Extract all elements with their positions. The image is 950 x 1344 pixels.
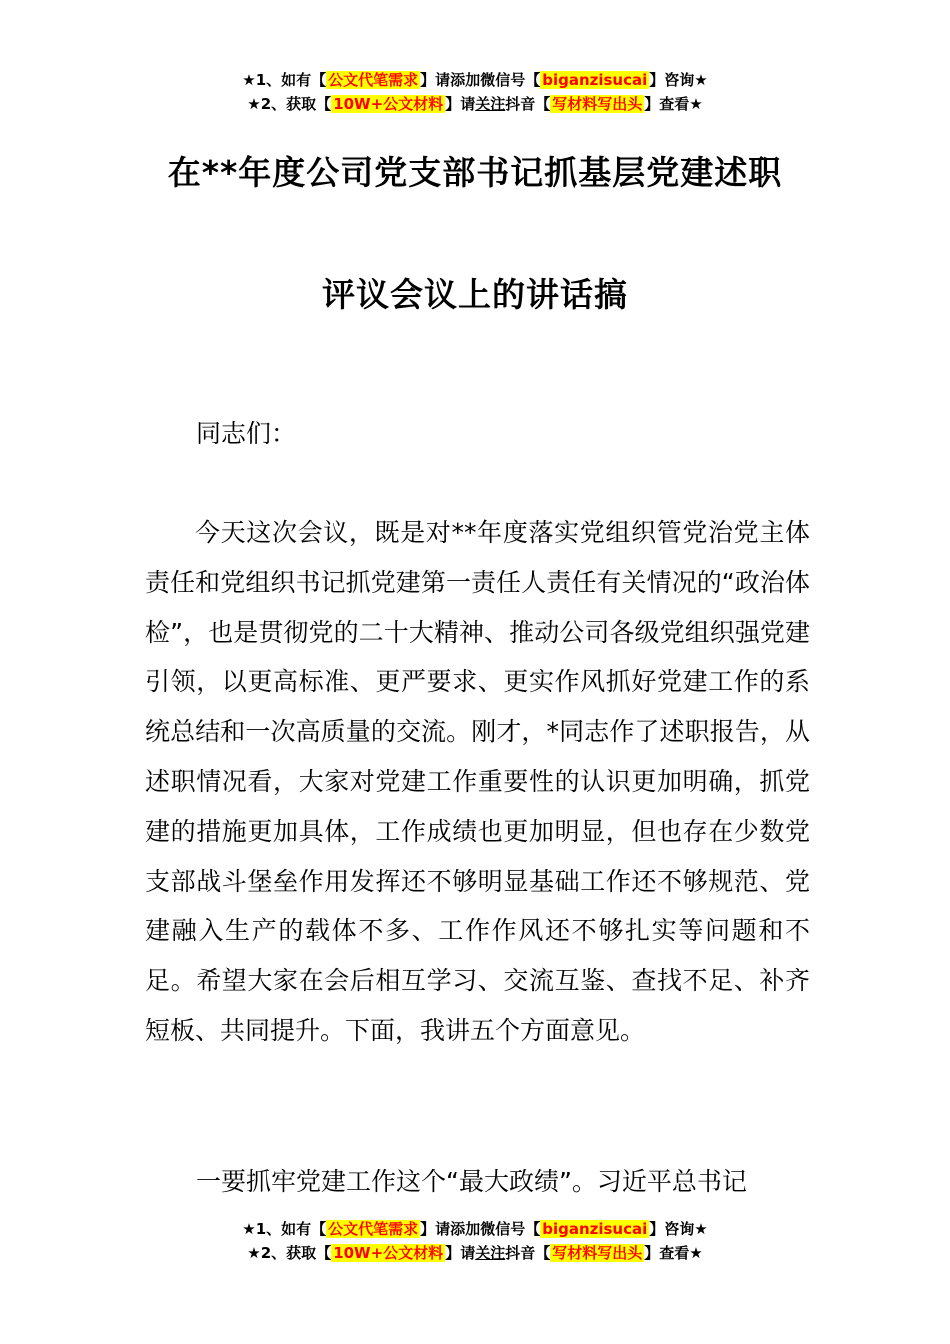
promo-highlight-douyin: 写材料写出头 xyxy=(552,95,643,113)
promo-highlight-materials: 10W+公文材料 xyxy=(333,95,444,113)
promo-highlight-materials: 10W+公文材料 xyxy=(333,1244,444,1262)
body-paragraph-1: 今天这次会议，既是对**年度落实党组织管党治党主体责任和党组织书记抓党建第一责任人责任有关情况的“政治体检”，也是贯彻党的二十大精神、推动公司各级党组织强党建引领，以更高标准、更严要求、更实作风抓好党建工作的系统总结和一次高质量的交流。刚才，*同志作了述职报告，从述职情况看，大家对党建工作重要性的认识更加明确，抓党建的措施更加具体，工作成绩也更加明显，但也存在少数党支部战斗堡垒作用发挥还不够明显基础工作还不够规范、党建融入生产的载体不多、工作作风还不够扎实等问题和不足。希望大家在会后相互学习、交流互鉴、查找不足、补齐短板、共同提升。下面，我讲五个方面意见。 xyxy=(145,518,810,1045)
promo-text: 】请添 xyxy=(420,1220,466,1238)
promo-text: ★2、获取【 xyxy=(247,95,332,113)
promo-text: 】请 xyxy=(445,1244,476,1262)
footer-promo-line-1 xyxy=(0,1217,950,1241)
promo-text: ★1、如有【 xyxy=(242,1220,327,1238)
promo-text: 】查看★ xyxy=(644,1244,703,1262)
promo-text: 抖音【 xyxy=(505,95,551,113)
footer-promo xyxy=(0,1217,950,1265)
promo-text-underlined: 关注 xyxy=(475,95,506,113)
promo-highlight-service: 公文代笔需求 xyxy=(328,71,419,89)
promo-text: 微信号【 xyxy=(480,1220,541,1238)
promo-text: 】查看★ xyxy=(644,95,703,113)
promo-text: 抖音【 xyxy=(505,1244,551,1262)
promo-highlight-wechat-id: biganzisucai xyxy=(542,71,648,89)
header-promo-line-2 xyxy=(0,92,950,116)
document-title-line-2: 评议会议上的讲话搞 xyxy=(322,275,628,314)
footer-promo-line-2 xyxy=(0,1241,950,1265)
body-paragraph-2: 一要抓牢党建工作这个“最大政绩”。习近平总书记 xyxy=(196,1167,747,1196)
document-title-line-1: 在**年度公司党支部书记抓基层党建述职 xyxy=(167,153,783,192)
promo-text: ★1、如有【 xyxy=(242,71,327,89)
salutation: 同志们： xyxy=(196,419,297,448)
promo-text-emphasis: 加 xyxy=(465,1220,481,1238)
promo-text: ★2、获取【 xyxy=(247,1244,332,1262)
promo-highlight-douyin: 写材料写出头 xyxy=(552,1244,643,1262)
promo-text-emphasis: 加 xyxy=(465,71,481,89)
header-promo-line-1 xyxy=(0,68,950,92)
promo-text: 】咨询★ xyxy=(649,1220,708,1238)
promo-highlight-service: 公文代笔需求 xyxy=(328,1220,419,1238)
promo-text: 微信号【 xyxy=(480,71,541,89)
promo-text: 】请添 xyxy=(420,71,466,89)
promo-highlight-wechat-id: biganzisucai xyxy=(542,1220,648,1238)
promo-text: 】请 xyxy=(445,95,476,113)
promo-text: 】咨询★ xyxy=(649,71,708,89)
header-promo xyxy=(0,68,950,116)
promo-text-underlined: 关注 xyxy=(475,1244,506,1262)
